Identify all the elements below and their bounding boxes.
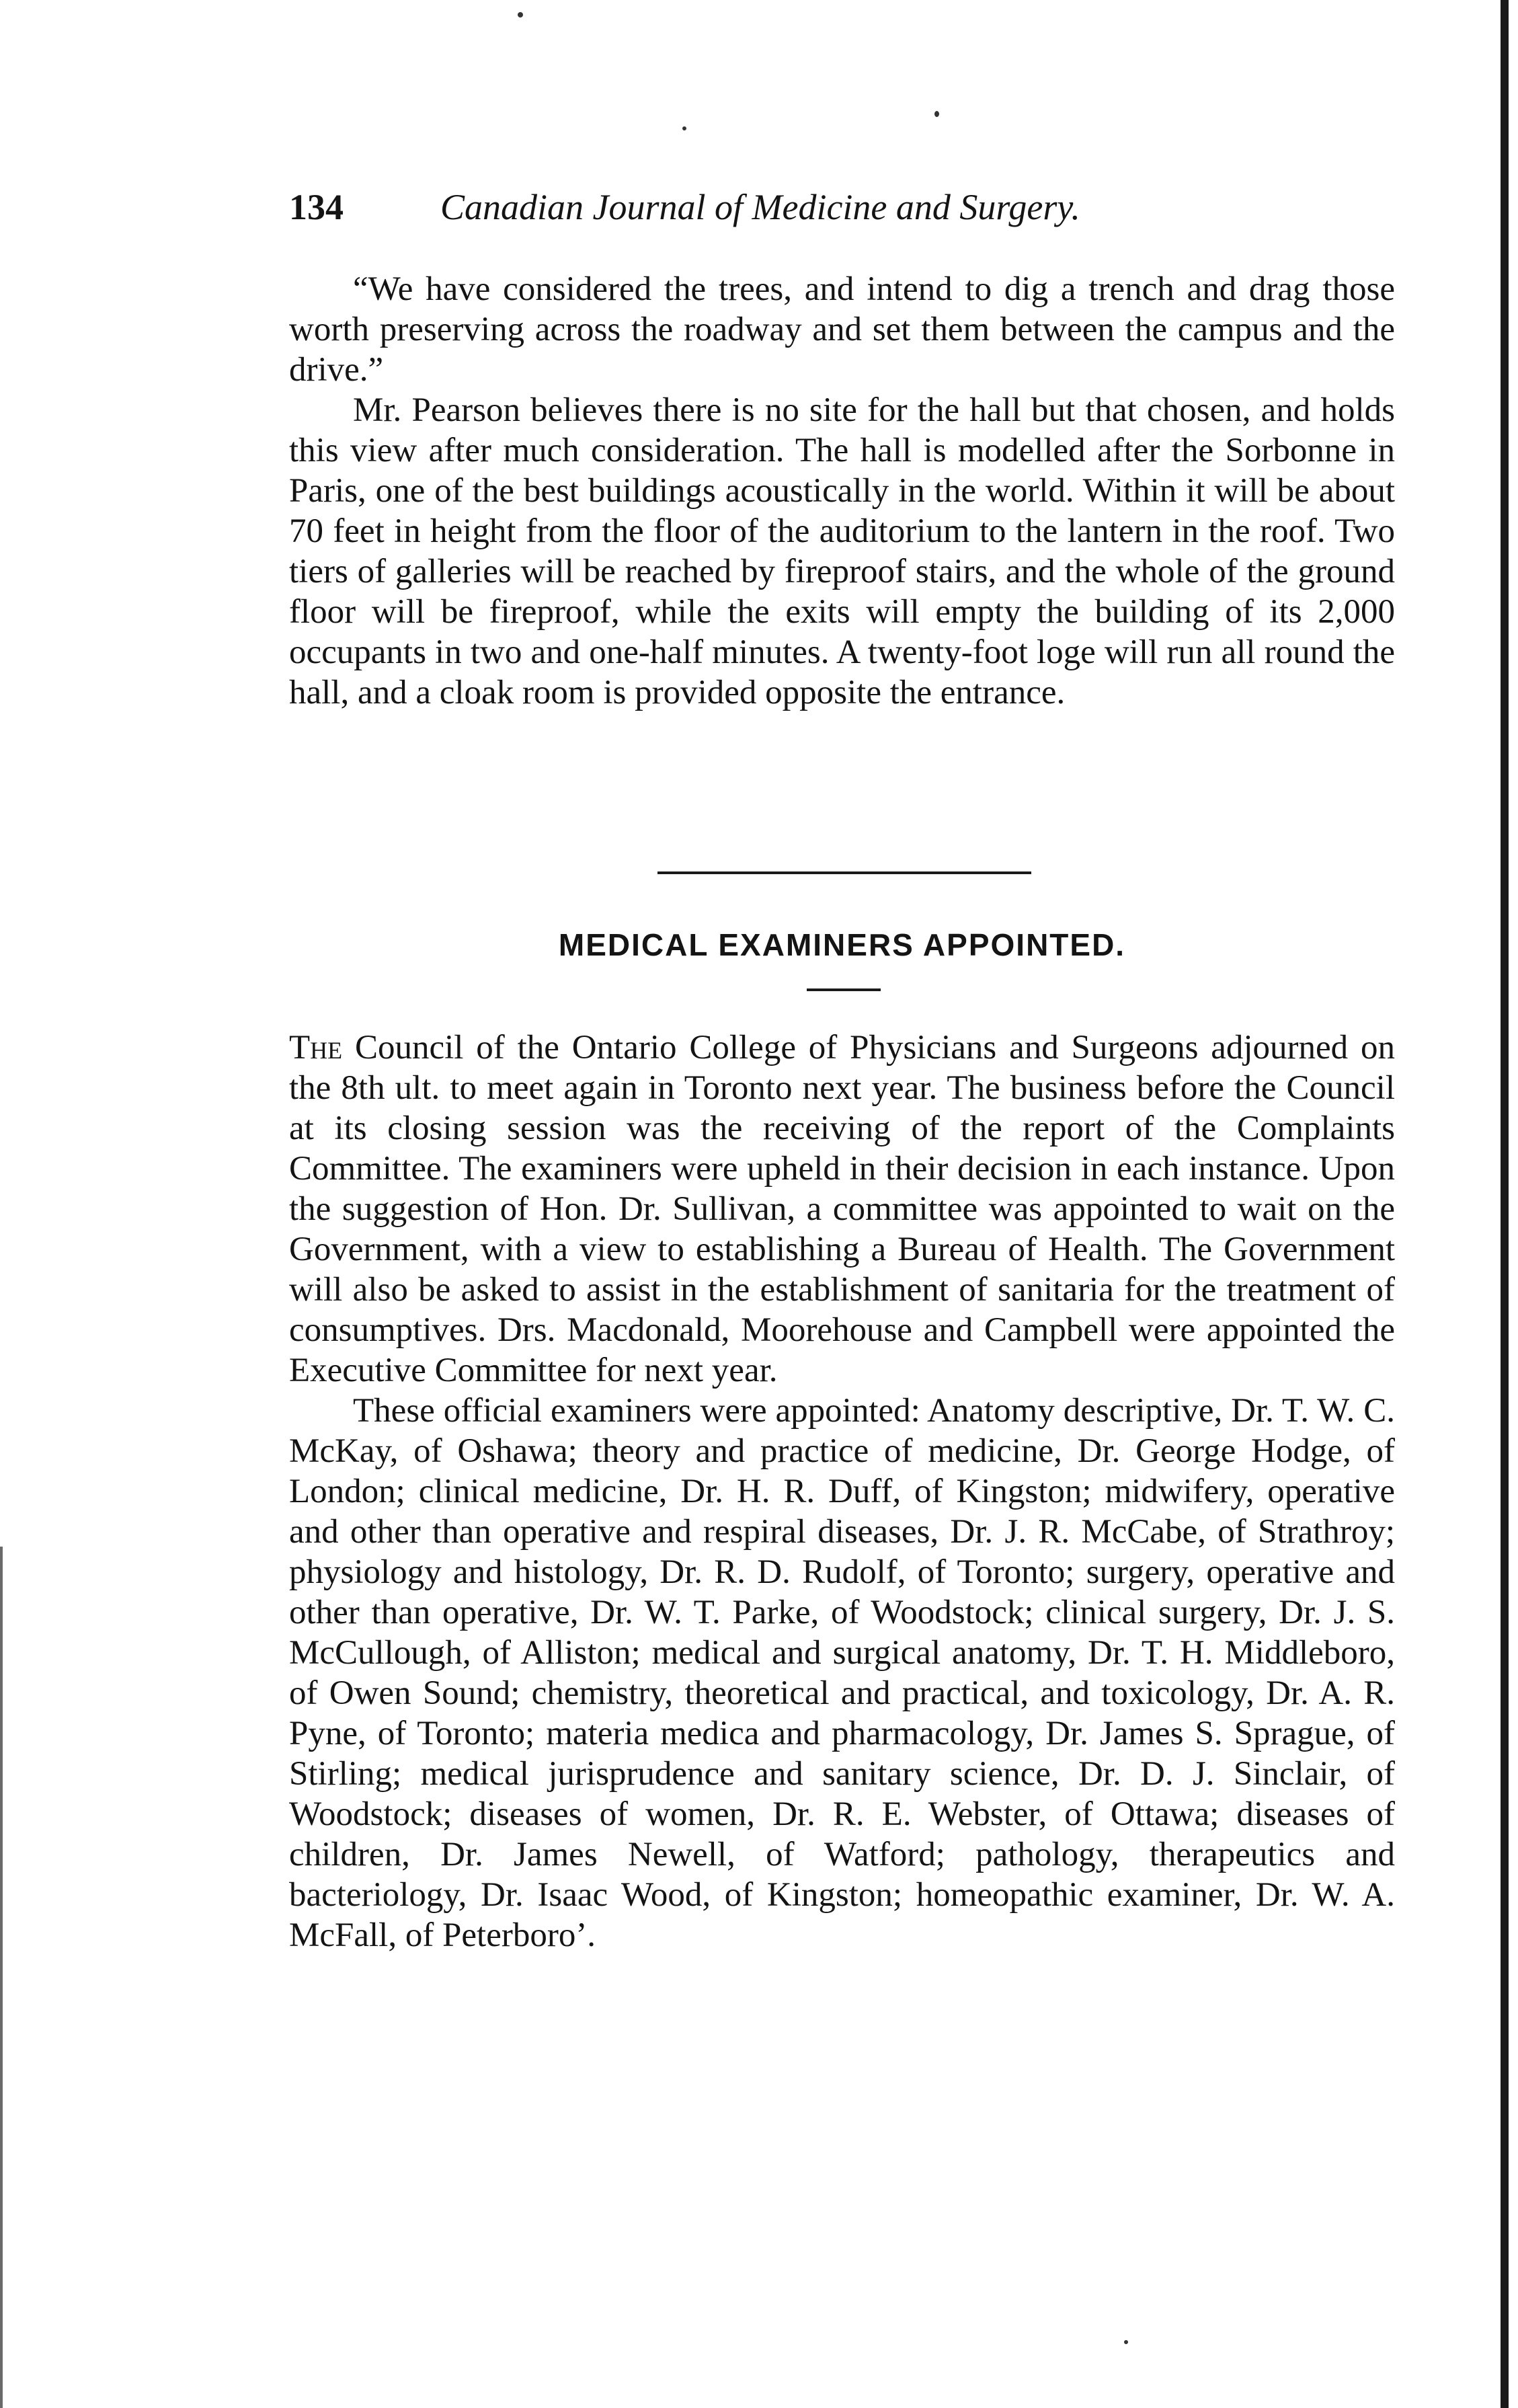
running-head — [289, 180, 1237, 234]
article-title: MEDICAL EXAMINERS APPOINTED. — [558, 927, 1126, 962]
scan-speck — [682, 126, 686, 130]
quote-paragraph: “We have considered the trees, and intend to dig a trench and drag those worth preserving across the roadway and set them between the campus and the drive.” — [289, 270, 1395, 389]
article-body — [289, 1027, 1395, 1955]
article-paragraph — [289, 1027, 1395, 1391]
scan-edge-right — [1501, 0, 1509, 2408]
title-underline — [807, 988, 881, 991]
page-number: 134 — [289, 187, 344, 227]
scan-speck — [934, 111, 939, 117]
continued-article-text — [289, 269, 1395, 713]
journal-title: Canadian Journal of Medicine and Surgery. — [440, 187, 1080, 227]
section-divider — [657, 871, 1031, 874]
scan-edge-left — [0, 1547, 3, 2408]
examiners-paragraph: These official examiners were appointed: Anatomy descriptive, Dr. T. W. C. McKay, of Oshawa; theory and practice of medicine, Dr. George Hodge, of London; clinical medicine, Dr. H. R. Duff, of Kingston; midwifery, operative and other than operative and respiral diseases, Dr. J. R. McCabe, of Strathroy; physiology and histology, Dr. R. D. Rudolf, of Toronto; surgery, operative and other than operative, Dr. W. T. Parke, of Woodstock; clinical surgery, Dr. J. S. McCullough, of Alliston; medical and surgical anatomy, Dr. T. H. Middleboro, of Owen Sound; chemistry, theoretical and practical, and toxicology, Dr. A. R. Pyne, of Toronto; materia medica and pharmacology, Dr. James S. Sprague, of Stirling; medical jurisprudence and sanitary science, Dr. D. J. Sinclair, of Woodstock; diseases of women, Dr. R. E. Webster, of Ottawa; diseases of children, Dr. James Newell, of Watford; pathology, therapeutics and bacteriology, Dr. Isaac Wood, of Kingston; homeopathic examiner, Dr. W. A. McFall, of Peterboro’. — [289, 1392, 1395, 1954]
scan-speck — [518, 12, 523, 17]
paragraph-text: Council of the Ontario College of Physicians and Surgeons adjourned on the 8th ult. to meet again in Toronto next year. The business before the Council at its closing session was the receiving of the report of the Complaints Committee. The examiners were upheld in their decision in each instance. Upon the suggestion of Hon. Dr. Sullivan, a committee was appointed to wait on the Government, with a view to establishing a Bureau of Health. The Government will also be asked to assist in the establishment of sanitaria for the treatment of consumptives. Drs. Macdonald, Moorehouse and Campbell were appointed the Executive Committee for next year. — [289, 1029, 1395, 1389]
body-paragraph: Mr. Pearson believes there is no site for the hall but that chosen, and holds this view after much consideration. The hall is modelled after the Sorbonne in Paris, one of the best buildings acoustically in the world. Within it will be about 70 feet in height from the floor of the auditorium to the lantern in the roof. Two tiers of galleries will be reached by fireproof stairs, and the whole of the ground floor will be fireproof, while the exits will empty the building of its 2,000 occupants in two and one-half minutes. A twenty-foot loge will run all round the hall, and a cloak room is provided opposite the entrance. — [289, 391, 1395, 711]
scan-speck — [1124, 2340, 1128, 2344]
lead-word: The — [289, 1029, 343, 1066]
